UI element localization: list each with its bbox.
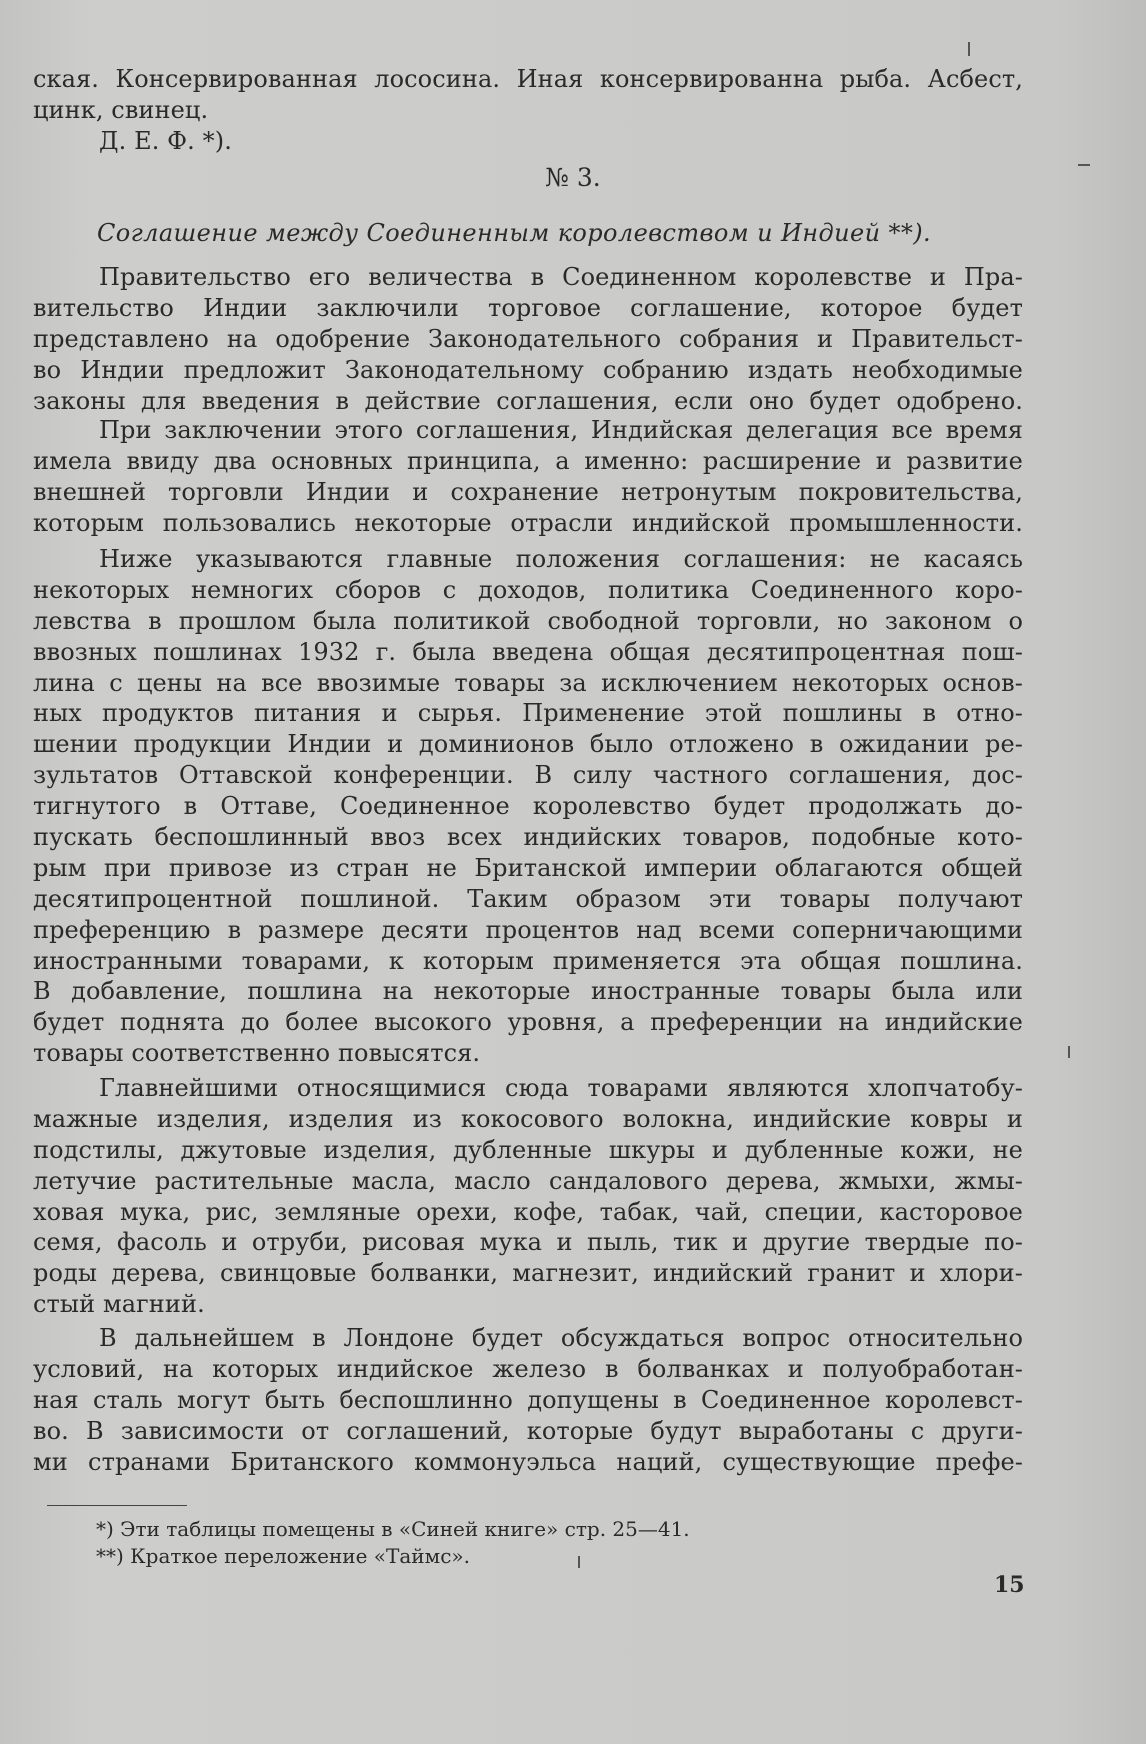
- text-line: вительство Индии заключили торговое соглашение, которое будет: [33, 293, 1023, 322]
- text-line: условий, на которых индийское железо в болванках и полуобработан-: [33, 1354, 1023, 1383]
- scan-speck: [1078, 164, 1090, 166]
- text-line: внешней торговли Индии и сохранение нетронутым покровительства,: [33, 477, 1023, 506]
- text-line: ных продуктов питания и сырья. Применение этой пошлины в отно-: [33, 699, 1023, 728]
- text-line: мажные изделия, изделия из кокосового волокна, индийские ковры и: [33, 1104, 1023, 1133]
- text-line: некоторых немногих сборов с доходов, политика Соединенного коро-: [33, 575, 1023, 604]
- text-line: десятипроцентной пошлиной. Таким образом эти товары получают: [33, 884, 1023, 913]
- text-line: преференцию в размере десяти процентов над всеми соперничающими: [33, 915, 1023, 944]
- text-line: лина с цены на все ввозимые товары за исключением некоторых основ-: [33, 668, 1023, 697]
- text-line: В добавление, пошлина на некоторые иностранные товары была или: [33, 977, 1023, 1006]
- text-line: рым при привозе из стран не Британской империи облагаются общей: [33, 853, 1023, 882]
- text-line: Ниже указываются главные положения соглашения: не касаясь: [99, 545, 1023, 573]
- text-line: подстилы, джутовые изделия, дубленные шкуры и дубленные кожи, не: [33, 1135, 1023, 1164]
- text-line: В дальнейшем в Лондоне будет обсуждаться вопрос относительно: [99, 1324, 1023, 1352]
- text-line: представлено на одобрение Законодательного собрания и Правительст-: [33, 324, 1023, 353]
- text-line: товары соответственно повысятся.: [33, 1039, 481, 1068]
- top-continuation: [33, 64, 1023, 157]
- text-line: семя, фасоль и отруби, рисовая мука и пыль, тик и другие твердые по-: [33, 1228, 1023, 1257]
- text-line: ввозных пошлинах 1932 г. была введена общая десятипроцентная пош-: [33, 637, 1023, 666]
- text-line: ховая мука, рис, земляные орехи, кофе, табак, чай, специи, касторовое: [33, 1197, 1023, 1226]
- text-line: которым пользовались некоторые отрасли индийской промышленности.: [33, 508, 1023, 537]
- text-line: цинк, свинец.: [33, 95, 209, 124]
- text-line: зультатов Оттавской конференции. В силу частного соглашения, дос-: [33, 761, 1023, 790]
- text-line: иностранными товарами, к которым применяется эта общая пошлина.: [33, 946, 1023, 975]
- text-line: во. В зависимости от соглашений, которые будут выработаны с други-: [33, 1416, 1023, 1445]
- section-number: № 3.: [545, 163, 601, 192]
- text-line: Главнейшими относящимися сюда товарами являются хлопчатобу-: [99, 1074, 1023, 1102]
- paragraph-4: [33, 1073, 1023, 1320]
- text-line: тигнутого в Оттаве, Соединенное королевство будет продолжать до-: [33, 792, 1023, 821]
- text-line: ми странами Британского коммонуэльса наций, существующие префе-: [33, 1447, 1023, 1476]
- text-line: ная сталь могут быть беспошлинно допущены в Соединенное королевст-: [33, 1385, 1023, 1414]
- scan-speck: [968, 42, 970, 56]
- footnotes: [96, 1516, 896, 1570]
- paragraph-1: [33, 262, 1023, 416]
- scan-speck: [1068, 1046, 1070, 1058]
- signature: Д. Е. Ф. *).: [99, 126, 232, 155]
- footnote: **) Краткое переложение «Таймс».: [96, 1544, 470, 1568]
- text-line: левства в прошлом была политикой свободной торговли, но законом о: [33, 606, 1023, 635]
- footnote-divider: [47, 1505, 187, 1506]
- text-line: шении продукции Индии и доминионов было отложено в ожидании ре-: [33, 730, 1023, 759]
- paragraph-3: [33, 544, 1023, 1069]
- text-line: Правительство его величества в Соединенном королевстве и Пра-: [99, 263, 1023, 291]
- text-line: При заключении этого соглашения, Индийская делегация все время: [99, 416, 1023, 444]
- page-number: 15: [994, 1572, 1025, 1598]
- text-line: законы для введения в действие соглашения, если оно будет одобрено.: [33, 386, 1023, 415]
- paragraph-2: [33, 415, 1023, 539]
- text-line: ская. Консервированная лососина. Иная консервированна рыба. Асбест,: [33, 65, 1023, 93]
- text-line: роды дерева, свинцовые болванки, магнезит, индийский гранит и хлори-: [33, 1259, 1023, 1288]
- text-line: стый магний.: [33, 1290, 205, 1319]
- footnote: *) Эти таблицы помещены в «Синей книге» стр. 25—41.: [96, 1517, 690, 1541]
- paragraph-5: [33, 1323, 1023, 1477]
- text-line: летучие растительные масла, масло сандалового дерева, жмыхи, жмы-: [33, 1166, 1023, 1195]
- text-line: будет поднята до более высокого уровня, а преференции на индийские: [33, 1008, 1023, 1037]
- scan-speck: [578, 1556, 580, 1568]
- text-line: имела ввиду два основных принципа, а именно: расширение и развитие: [33, 446, 1023, 475]
- section-title: Соглашение между Соединенным королевством и Индией **).: [97, 219, 932, 247]
- text-line: во Индии предложит Законодательному собранию издать необходимые: [33, 355, 1023, 384]
- text-line: пускать беспошлинный ввоз всех индийских товаров, подобные кото-: [33, 823, 1023, 852]
